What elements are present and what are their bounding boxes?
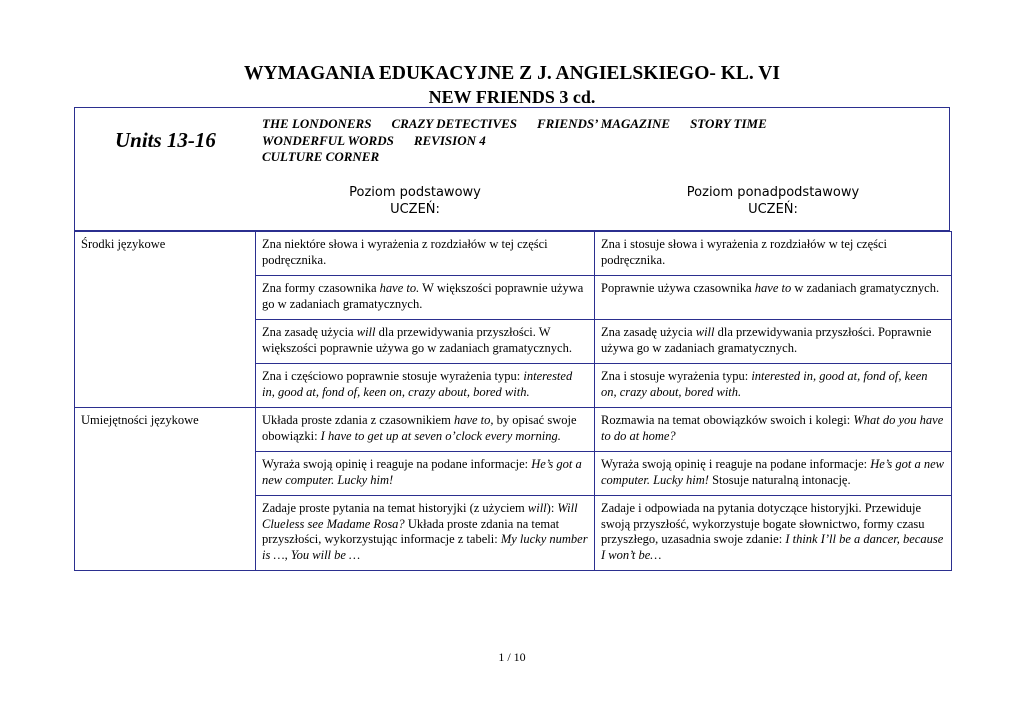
topic-item: THE LONDONERS: [262, 116, 372, 131]
topic-item: CRAZY DETECTIVES: [391, 116, 518, 131]
requirement-text: will: [695, 325, 715, 339]
basic-requirement-cell: [256, 320, 595, 364]
units-header-box: [74, 107, 950, 231]
requirement-text: Poprawnie używa czasownika: [601, 281, 755, 295]
advanced-requirement-cell: [595, 496, 952, 571]
advanced-requirement-cell: [595, 320, 952, 364]
requirement-text: Zna zasadę użycia: [601, 325, 696, 339]
requirements-table-body: [75, 232, 952, 571]
page-number: 1 / 10: [498, 650, 526, 664]
requirement-text: My lucky number is …, You will be …: [262, 532, 588, 562]
basic-requirement-cell: [256, 496, 595, 571]
requirement-text: w zadaniach gramatycznych.: [791, 281, 940, 295]
student-advanced-label: UCZEŃ:: [748, 202, 798, 217]
requirement-text: by opisać swoje obowiązki:: [262, 413, 577, 443]
advanced-requirement-cell: [595, 232, 952, 276]
requirement-text: Stosuje naturalną intonację.: [708, 472, 851, 487]
table-row: [75, 408, 952, 452]
requirement-text: Wyraża swoją opinię i reaguje na podane informacje:: [262, 457, 532, 471]
requirement-text: Zna niektóre słowa i wyrażenia z rozdziałów w tej części podręcznika.: [262, 237, 548, 267]
requirement-text: dla przewidywania przyszłości. W większości poprawnie używa go w zadaniach gramatycznych.: [262, 325, 572, 355]
category-cell: Środki językowe: [75, 232, 256, 408]
basic-requirement-cell: [256, 364, 595, 408]
topic-item: CULTURE CORNER: [262, 149, 380, 164]
basic-requirement-cell: [256, 232, 595, 276]
basic-requirement-cell: [256, 408, 595, 452]
advanced-requirement-cell: [595, 408, 952, 452]
level-advanced-heading: [603, 184, 943, 218]
requirement-text: What do you have to do at home?: [601, 413, 944, 443]
requirement-text: I think I’ll be a dancer, because I won’t be…: [601, 532, 944, 562]
requirement-text: Układa proste zdania na temat przyszłości, wykorzystując informacje z tabeli:: [262, 516, 560, 546]
requirement-text: will: [356, 325, 376, 339]
advanced-requirement-cell: [595, 364, 952, 408]
level-basic-label: Poziom podstawowy: [349, 185, 481, 200]
requirement-text: He’s got a new computer. Lucky him!: [601, 457, 945, 487]
level-basic-heading: [245, 184, 585, 218]
student-basic-label: UCZEŃ:: [390, 202, 440, 217]
requirement-text: Zna zasadę użycia: [262, 325, 357, 339]
requirement-text: will: [527, 501, 547, 515]
requirement-text: have to,: [453, 413, 494, 427]
requirement-text: Układa proste zdania z czasownikiem: [262, 413, 454, 427]
basic-requirement-cell: [256, 276, 595, 320]
advanced-requirement-cell: [595, 452, 952, 496]
requirement-text: Zna i częściowo poprawnie stosuje wyrażenia typu:: [262, 369, 524, 383]
basic-requirement-cell: [256, 452, 595, 496]
requirement-text: Zna formy czasownika: [262, 281, 380, 295]
requirement-text: He’s got a new computer. Lucky him!: [262, 457, 582, 487]
requirement-text: interested in, good at, fond of, keen on, crazy about, bored with.: [601, 369, 928, 399]
requirement-text: interested in, good at, fond of, keen on, crazy about, bored with.: [262, 369, 573, 399]
requirement-text: have to: [754, 281, 792, 295]
category-cell: Umiejętności językowe: [75, 408, 256, 571]
level-advanced-label: Poziom ponadpodstawowy: [686, 185, 860, 200]
advanced-requirement-cell: [595, 276, 952, 320]
topic-item: REVISION 4: [413, 132, 486, 148]
requirement-text: Rozmawia na temat obowiązków swoich i kolegi:: [601, 413, 854, 427]
topic-item: STORY TIME: [690, 116, 767, 131]
page-subtitle: NEW FRIENDS 3 cd.: [428, 87, 596, 107]
table-row: [75, 232, 952, 276]
requirement-text: dla przewidywania przyszłości. Poprawnie używa go w zadaniach gramatycznych.: [601, 325, 932, 355]
requirement-text: have to.: [379, 281, 420, 295]
topics-list: [262, 116, 922, 166]
requirement-text: Zna i stosuje słowa i wyrażenia z rozdziałów w tej części podręcznika.: [601, 237, 887, 267]
requirements-table: [74, 231, 952, 571]
requirement-text: I have to get up at seven o’clock every morning.: [320, 428, 561, 443]
page-title: WYMAGANIA EDUKACYJNE Z J. ANGIELSKIEGO- KL. VI: [244, 63, 780, 84]
requirement-text: Zadaje i odpowiada na pytania dotyczące historyjki. Przewiduje swoją przyszłość, wykorzystuje bogate słownictwo, formy czasu przyszłego, uzasadnia swoje zdanie:: [601, 501, 925, 546]
requirement-text: Wyraża swoją opinię i reaguje na podane informacje:: [601, 457, 871, 471]
requirement-text: Zadaje proste pytania na temat historyjki (z użyciem: [262, 501, 528, 515]
topic-item: FRIENDS’ MAGAZINE: [537, 116, 671, 131]
requirement-text: W większości poprawnie używa go w zadaniach gramatycznych.: [262, 281, 584, 311]
requirement-text: Zna i stosuje wyrażenia typu:: [601, 369, 752, 383]
requirement-text: Will Clueless see Madame Rosa?: [262, 501, 578, 531]
requirement-text: ):: [546, 501, 558, 515]
topic-item: WONDERFUL WORDS: [262, 132, 394, 148]
units-label: Units 13-16: [115, 128, 216, 152]
